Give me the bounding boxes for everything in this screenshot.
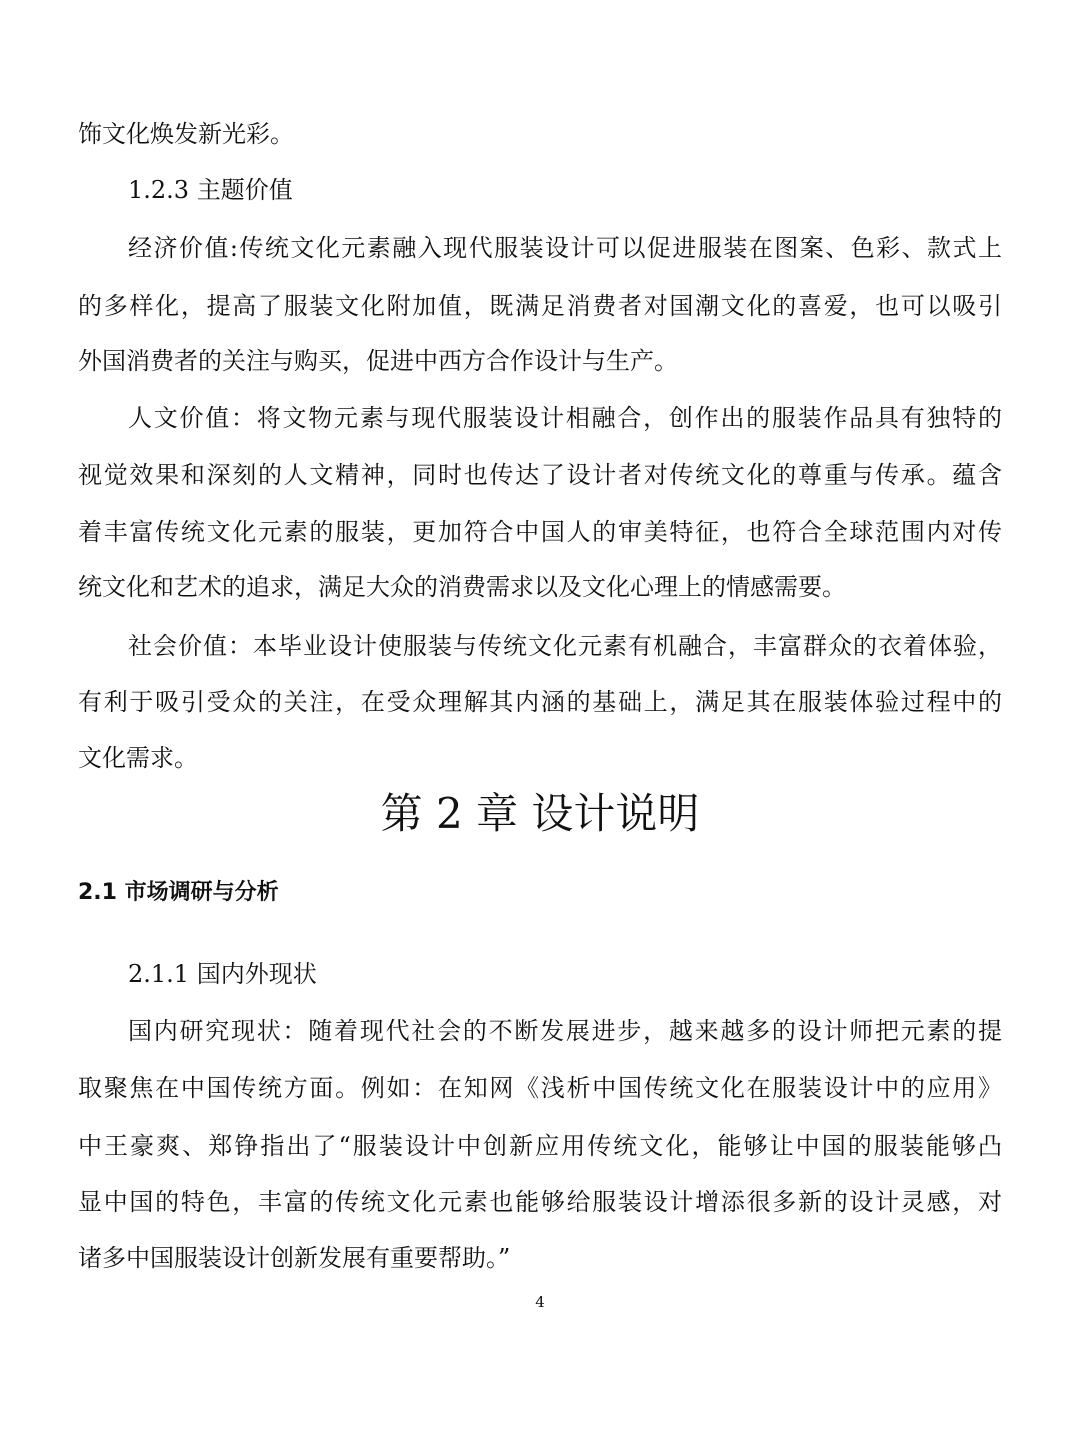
humanistic-value-line-1: 人文价值：将文物元素与现代服装设计相融合，创作出的服装作品具有独特的 <box>128 404 1002 432</box>
subsection-heading-1-2-3: 1.2.3 主题价值 <box>128 176 293 204</box>
humanistic-value-line-2: 视觉效果和深刻的人文精神，同时也传达了设计者对传统文化的尊重与传承。蕴含 <box>78 461 1002 489</box>
domestic-research-line-4: 显中国的特色，丰富的传统文化元素也能够给服装设计增添很多新的设计灵感，对 <box>78 1188 1002 1216</box>
humanistic-value-line-3: 着丰富传统文化元素的服装，更加符合中国人的审美特征，也符合全球范围内对传 <box>78 518 1002 546</box>
humanistic-value-line-4: 统文化和艺术的追求，满足大众的消费需求以及文化心理上的情感需要。 <box>78 573 846 601</box>
domestic-research-line-2: 取聚焦在中国传统方面。例如：在知网《浅析中国传统文化在服装设计中的应用》 <box>78 1074 1002 1102</box>
domestic-research-line-5: 诸多中国服装设计创新发展有重要帮助。” <box>78 1244 511 1272</box>
page-number: 4 <box>535 1293 545 1311</box>
domestic-research-line-3: 中王豪爽、郑铮指出了“服装设计中创新应用传统文化，能够让中国的服装能够凸 <box>78 1132 1002 1160</box>
social-value-line-1: 社会价值：本毕业设计使服装与传统文化元素有机融合，丰富群众的衣着体验， <box>128 632 1002 660</box>
section-heading-2-1: 2.1 市场调研与分析 <box>78 880 279 905</box>
economic-value-line-2: 的多样化，提高了服装文化附加值，既满足消费者对国潮文化的喜爱，也可以吸引 <box>78 292 1002 320</box>
social-value-line-2: 有利于吸引受众的关注，在受众理解其内涵的基础上，满足其在服装体验过程中的 <box>78 688 1002 716</box>
domestic-research-line-1: 国内研究现状：随着现代社会的不断发展进步，越来越多的设计师把元素的提 <box>128 1017 1002 1045</box>
social-value-line-3: 文化需求。 <box>78 744 198 772</box>
economic-value-line-1: 经济价值:传统文化元素融入现代服装设计可以促进服装在图案、色彩、款式上 <box>128 234 1002 262</box>
paragraph-line: 饰文化焕发新光彩。 <box>78 120 294 148</box>
economic-value-line-3: 外国消费者的关注与购买，促进中西方合作设计与生产。 <box>78 347 678 375</box>
subsection-heading-2-1-1: 2.1.1 国内外现状 <box>128 960 317 988</box>
chapter-title: 第 2 章 设计说明 <box>380 789 700 838</box>
